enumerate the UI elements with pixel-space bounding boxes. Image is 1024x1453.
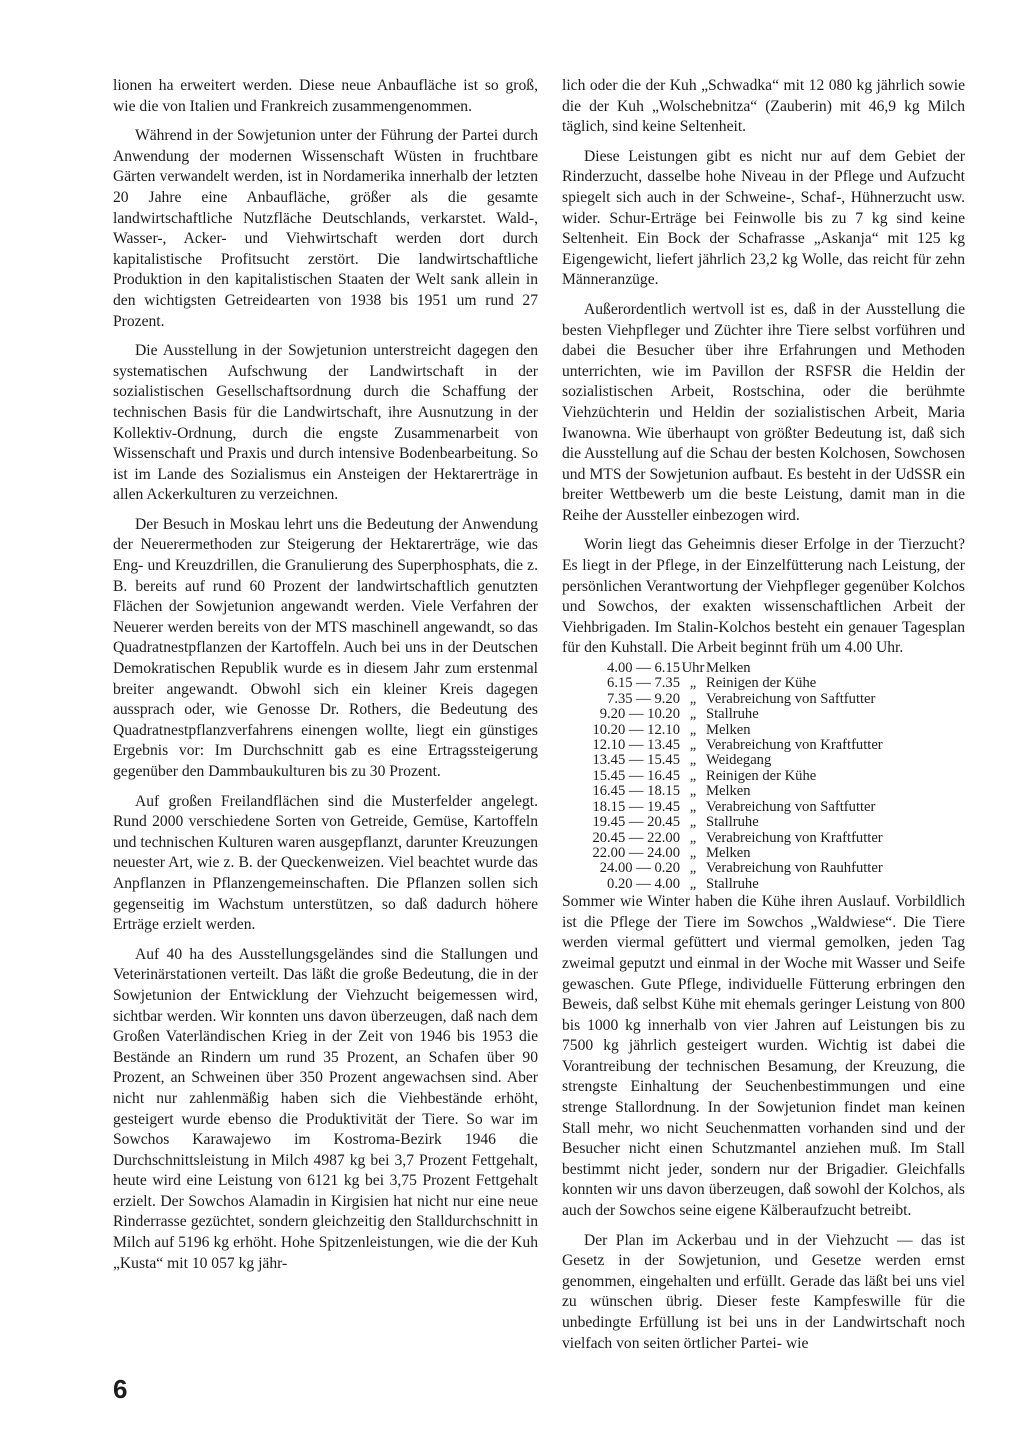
schedule-unit: „ [689,844,697,861]
schedule-activity: Melken [706,783,751,800]
schedule-unit: „ [689,829,697,846]
paragraph: Der Plan im Ackerbau und in der Viehzucht — das ist Gesetz in der Sowjetunion, und Gesetze werden ernst genommen, eingehalten und erfüllt. Gerade das läßt bei uns viel zu wünschen übrig. Dieser feste Kampfeswille für die unbedingte Erfüllung ist bei uns in der Landwirtschaft noch vielfach von seiten örtlicher Partei- wie [562,1231,965,1352]
schedule-time: 12.10 — 13.45 [592,737,680,754]
schedule-row [562,769,965,784]
schedule-row [562,692,965,707]
schedule-unit: „ [689,706,697,723]
schedule-row [562,723,965,738]
schedule-row [562,846,965,861]
schedule-time: 6.15 — 7.35 [607,675,680,692]
schedule-row [562,753,965,768]
schedule-activity: Melken [706,721,751,738]
page-number: 6 [113,1374,128,1404]
schedule-unit: Uhr [681,660,705,677]
paragraph: Auf großen Freilandflächen sind die Musterfelder angelegt. Rund 2000 verschiedene Sorten von Getreide, Gemüse, Kartoffeln und technischen Kulturen waren ausgepflanzt, darunter Kreuzungen neuester Art, wie z. B. der Queckenweizen. Viel beachtet wurde das Anpflanzen in Pflanzengemeinschaften. Die Pflanzen sollen sich gegenseitig im Wachstum unterstützen, so daß dadurch höhere Erträge erzielt werden. [113,792,538,934]
schedule-row [562,707,965,722]
schedule-row [562,815,965,830]
schedule-unit: „ [689,798,697,815]
paragraph: Auf 40 ha des Ausstellungsgeländes sind die Stallungen und Veterinärstationen verteilt. Das läßt die große Bedeutung, die in der Sowjetunion der Entwicklung der Viehzucht beigemessen wird, sichtbar werden. Wir konnten uns davon überzeugen, daß nach dem Großen Vaterländischen Krieg in der Zeit von 1946 bis 1953 die Bestände an Rindern um rund 35 Prozent, an Schafen über 90 Prozent, an Schweinen über 350 Prozent angewachsen sind. Aber nicht nur zahlenmäßig haben sich die Viehbestände erhöht, gesteigert wurde ebenso die Produktivität der Tiere. So war im Sowchos Karawajewo im Kostroma-Bezirk 1946 die Durchschnittsleistung in Milch 4987 kg bei 3,7 Prozent Fettgehalt, heute wird eine Leistung von 6121 kg bei 3,75 Prozent Fettgehalt erzielt. Der Sowchos Alamadin in Kirgisien hat nicht nur eine neue Rinderrasse gezüchtet, sondern gleichzeitig den Stalldurchschnitt in Milch auf 5196 kg erhöht. Hohe Spitzenleistungen, wie die der Kuh „Kusta“ mit 10 057 kg jähr- [113,945,538,1272]
schedule-time: 4.00 — 6.15 [607,660,680,677]
schedule-activity: Verabreichung von Kraftfutter [706,829,883,846]
paragraph: Diese Leistungen gibt es nicht nur auf dem Gebiet der Rinderzucht, dasselbe hohe Niveau in der Pflege und Aufzucht spiegelt sich auch in der Schweine-, Schaf-, Hühnerzucht usw. wider. Schur-Erträge bei Feinwolle bis zu 7 kg sind keine Seltenheit. Ein Bock der Schafrasse „Askanja“ mit 125 kg Eigengewicht, liefert jährlich 23,2 kg Wolle, das reicht für zehn Männeranzüge. [562,147,965,289]
schedule-unit: „ [689,814,697,831]
schedule-row [562,738,965,753]
schedule-row [562,877,965,892]
schedule-activity: Melken [706,844,751,861]
schedule-activity: Stallruhe [706,706,759,723]
schedule-unit: „ [689,767,697,784]
paragraph: lionen ha erweitert werden. Diese neue Anbaufläche ist so groß, wie die von Italien und Frankreich zusammengenommen. [113,77,538,115]
paragraph: Sommer wie Winter haben die Kühe ihren Auslauf. Vorbildlich ist die Pflege der Tiere im Sowchos „Waldwiese“. Die Tiere werden viermal gefüttert und viermal gemolken, jeden Tag zweimal geputzt und einmal in der Woche mit Wasser und Seife gewaschen. Gute Pflege, individuelle Fütterung erbringen den Beweis, daß selbst Kühe mit ehemals geringer Leistung von 800 bis 1000 kg innerhalb von vier Jahren auf Leistungen bis zu 7500 kg jährlich gesteigert wurden. Wichtig ist dabei die Vorantreibung der technischen Besamung, der Kreuzung, die strengste Einhaltung der Seuchenbestimmungen und eine strenge Stallordnung. In der Sowjetunion findet man keinen Stall mehr, wo nicht Seuchenmatten vorhanden sind und der Besucher nicht einen Schutzmantel anziehen muß. Im Stall bestimmt nicht jeder, sondern nur der Brigadier. Gleichfalls konnten wir uns davon überzeugen, daß sowohl der Kolchos, als auch der Sowchos seine eigene Kälberaufzucht betreibt. [562,893,965,1220]
schedule-unit: „ [689,875,697,892]
schedule-activity: Verabreichung von Saftfutter [706,798,876,815]
schedule-activity: Verabreichung von Kraftfutter [706,737,883,754]
schedule-unit: „ [689,737,697,754]
paragraph: Der Besuch in Moskau lehrt uns die Bedeutung der Anwendung der Neuerermethoden zur Steigerung der Hektarerträge, wie das Eng- und Kreuzdrillen, die Granulierung des Superphosphats, die z. B. bereits auf rund 60 Prozent der landwirtschaftlich genutzten Flächen der Sowjetunion angewandt werden. Viele Verfahren der Neuerer werden bereits von der MTS maschinell angewandt, so das Quadratnestpflanzen der Kartoffeln. Auch bei uns in der Deutschen Demokratischen Republik wurde es in diesem Jahr zum erstenmal breiter angewandt. Obwohl sich ein kleiner Kreis dagegen aussprach oder, wie Genosse Dr. Rothers, die Bedeutung des Quadratnestpflanzverfahrens einengen wollte, liegt ein günstiges Ergebnis vor: Im Durchschnitt gab es eine Ertragssteigerung gegenüber den Dammbaukulturen bis zu 30 Prozent. [113,515,538,780]
schedule-time: 16.45 — 18.15 [592,783,680,800]
schedule-activity: Stallruhe [706,814,759,831]
schedule-activity: Reinigen der Kühe [706,675,817,692]
daily-schedule-list [562,661,965,892]
schedule-time: 0.20 — 4.00 [607,875,680,892]
schedule-row [562,676,965,691]
schedule-activity: Melken [706,660,751,677]
schedule-unit: „ [689,860,697,877]
schedule-row [562,861,965,876]
schedule-time: 13.45 — 15.45 [592,752,680,769]
schedule-activity: Stallruhe [706,875,759,892]
schedule-time: 22.00 — 24.00 [592,844,680,861]
paragraph: lich oder die der Kuh „Schwadka“ mit 12 080 kg jährlich sowie die der Kuh „Wolschebnitza“ (Zauberin) mit 46,9 kg Milch täglich, sind keine Seltenheit. [562,77,965,136]
schedule-unit: „ [689,721,697,738]
schedule-unit: „ [689,690,697,707]
schedule-row [562,784,965,799]
paragraph: Außerordentlich wertvoll ist es, daß in der Ausstellung die besten Viehpfleger und Züchter ihre Tiere selbst vorführen und dabei die Besucher über ihre Erfahrungen und Methoden unterrichten, wie im Pavillon der RSFSR die Heldin der sozialistischen Arbeit, Rostschina, oder die berühmte Viehzüchterin und Heldin der sozialistischen Arbeit, Maria Iwanowna. Wie überhaupt von größter Bedeutung ist, daß sich die Ausstellung auf die Schau der besten Kolchosen, Sowchosen und MTS der Sowjetunion aufbaut. Es besteht in der UdSSR ein breiter Wettbewerb um die beste Leistung, damit man in die Reihe der Aussteller einbezogen wird. [562,300,965,524]
schedule-time: 9.20 — 10.20 [599,706,680,723]
schedule-activity: Reinigen der Kühe [706,767,817,784]
schedule-activity: Verabreichung von Rauhfutter [706,860,883,877]
schedule-unit: „ [689,752,697,769]
schedule-time: 18.15 — 19.45 [592,798,680,815]
schedule-row [562,831,965,846]
left-text-column [113,76,538,1283]
paragraph: Während in der Sowjetunion unter der Führung der Partei durch Anwendung der modernen Wissenschaft Wüsten in fruchtbare Gärten verwandelt werden, ist in Nordamerika innerhalb der letzten 20 Jahre eine Anbaufläche, größer als die gesamte landwirtschaftliche Nutzfläche Deutschlands, verkarstet. Wald-, Wasser-, Acker- und Viehwirtschaft werden dort durch kapitalistische Profitsucht zerstört. Die landwirtschaftliche Produktion in den kapitalistischen Staaten der Welt sank allein in den wichtigsten Getreidearten von 1938 bis 1951 um rund 27 Prozent. [113,127,538,330]
schedule-time: 24.00 — 0.20 [599,860,680,877]
schedule-row [562,800,965,815]
schedule-time: 10.20 — 12.10 [592,721,680,738]
schedule-time: 19.45 — 20.45 [592,814,680,831]
schedule-time: 20.45 — 22.00 [592,829,680,846]
schedule-unit: „ [689,675,697,692]
schedule-time: 15.45 — 16.45 [592,767,680,784]
paragraph: Worin liegt das Geheimnis dieser Erfolge in der Tierzucht? Es liegt in der Pflege, in der Einzelfütterung nach Leistung, der persönlichen Verantwortung der Viehpfleger gegenüber Kolchos und Sowchos, der exakten wissenschaftlichen Arbeit der Viehbrigaden. Im Stalin-Kolchos besteht ein genauer Tagesplan für den Kuhstall. Die Arbeit beginnt früh um 4.00 Uhr. [562,536,965,657]
schedule-activity: Weidegang [706,752,772,769]
schedule-activity: Verabreichung von Saftfutter [706,690,876,707]
paragraph: Die Ausstellung in der Sowjetunion unterstreicht dagegen den systematischen Aufschwung der Landwirtschaft in der sozialistischen Gesellschaftsordnung durch die Schaffung der technischen Basis für die Landwirtschaft, ihre Ausnutzung in der Kollektiv-Ordnung, durch die engste Zusammenarbeit von Wissenschaft und Praxis und durch intensive Bodenbearbeitung. So ist im Lande des Sozialismus ein Ansteigen der Hektarerträge in allen Ackerkulturen zu verzeichnen. [113,342,538,504]
schedule-row [562,661,965,676]
schedule-unit: „ [689,783,697,800]
right-text-column [562,76,965,1363]
schedule-time: 7.35 — 9.20 [607,690,680,707]
